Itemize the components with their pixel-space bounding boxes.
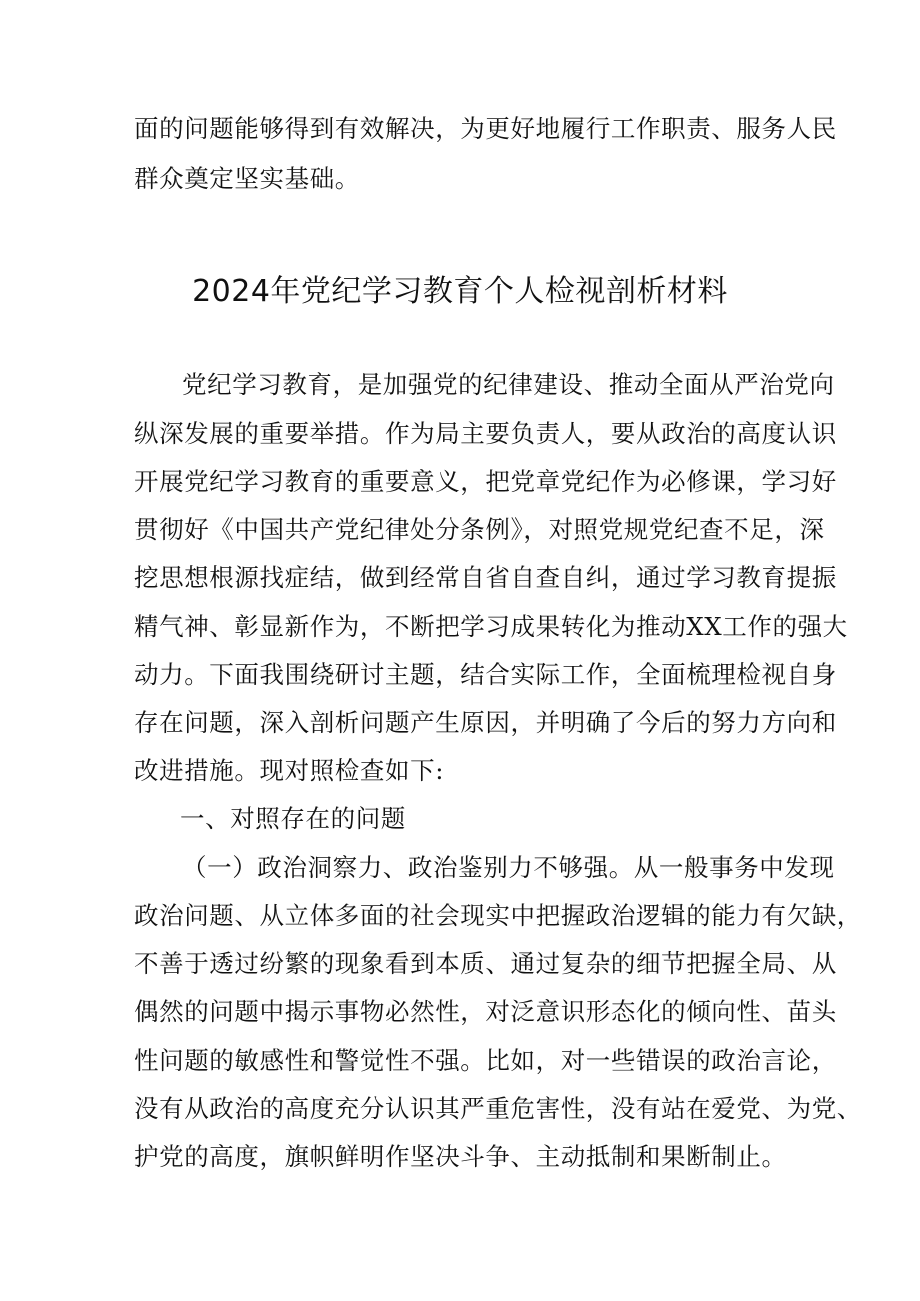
paragraph-line: 不善于透过纷繁的现象看到本质、通过复杂的细节把握全局、从 <box>134 949 837 978</box>
paragraph-line: 贯彻好《中国共产党纪律处分条例》，对照党规党纪查不足，深 <box>134 515 825 544</box>
paragraph-line: 没有从政治的高度充分认识其严重危害性，没有站在爱党、为党、 <box>134 1094 862 1123</box>
paragraph-line: 性问题的敏感性和警觉性不强。比如，对一些错误的政治言论， <box>134 1046 837 1075</box>
paragraph-line: 开展党纪学习教育的重要意义，把党章党纪作为必修课，学习好 <box>134 467 837 496</box>
paragraph-line: 纵深发展的重要举措。作为局主要负责人，要从政治的高度认识 <box>134 419 837 448</box>
paragraph-line: 改进措施。现对照检查如下: <box>134 756 445 785</box>
paragraph-line: 政治问题、从立体多面的社会现实中把握政治逻辑的能力有欠缺， <box>134 901 862 930</box>
section-heading: 一、对照存在的问题 <box>180 804 406 833</box>
paragraph-line: 党纪学习教育，是加强党的纪律建设、推动全面从严治党向 <box>182 370 835 399</box>
paragraph-line: 偶然的问题中揭示事物必然性，对泛意识形态化的倾向性、苗头 <box>134 997 837 1026</box>
paragraph-line: （一）政治洞察力、政治鉴别力不够强。从一般事务中发现 <box>182 853 835 882</box>
paragraph-line: 面的问题能够得到有效解决，为更好地履行工作职责、服务人民 <box>134 114 837 143</box>
paragraph-line: 动力。下面我围绕研讨主题，结合实际工作，全面梳理检视自身 <box>134 660 837 689</box>
paragraph-line: 群众奠定坚实基础。 <box>134 164 360 193</box>
paragraph-line: 护党的高度，旗帜鲜明作坚决斗争、主动抵制和果断制止。 <box>134 1142 787 1171</box>
paragraph-line: 精气神、彰显新作为，不断把学习成果转化为推动XX工作的强大 <box>134 612 848 641</box>
paragraph-line: 挖思想根源找症结，做到经常自省自查自纠，通过学习教育提振 <box>134 563 837 592</box>
paragraph-line: 存在问题，深入剖析问题产生原因，并明确了今后的努力方向和 <box>134 708 837 737</box>
document-title: 2024年党纪学习教育个人检视剖析材料 <box>192 274 728 309</box>
